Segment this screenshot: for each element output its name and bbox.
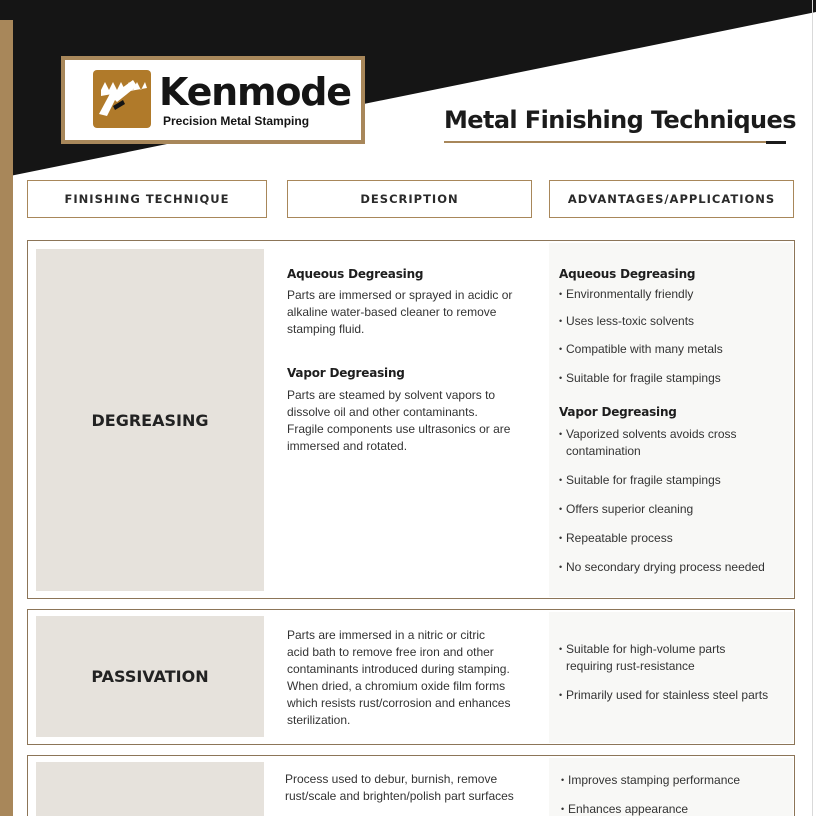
vapor-desc-line: dissolve oil and other contaminants. bbox=[287, 405, 478, 419]
passivation-desc-line: contaminants introduced during stamping. bbox=[287, 662, 510, 676]
advantage-item: • Uses less-toxic solvents bbox=[559, 313, 694, 330]
third-desc-line: Process used to debur, burnish, remove bbox=[285, 772, 498, 786]
aqueous-desc-line: stamping fluid. bbox=[287, 322, 365, 336]
header-finishing-technique: FINISHING TECHNIQUE bbox=[27, 180, 267, 218]
technique-label-passivation: PASSIVATION bbox=[36, 616, 264, 737]
section-degreasing bbox=[27, 240, 795, 599]
vapor-desc-line: Fragile components use ultrasonics or are bbox=[287, 422, 511, 436]
aqueous-desc-line: alkaline water-based cleaner to remove bbox=[287, 305, 497, 319]
third-desc-line: rust/scale and brighten/polish part surfaces bbox=[285, 789, 514, 803]
advantage-item: • Enhances appearance bbox=[561, 801, 688, 816]
header-advantages: ADVANTAGES/APPLICATIONS bbox=[549, 180, 794, 218]
adv-vapor-title: Vapor Degreasing bbox=[559, 405, 677, 419]
title-underline-accent bbox=[766, 141, 786, 144]
advantage-item: • No secondary drying process needed bbox=[559, 559, 765, 576]
vapor-desc-line: Parts are steamed by solvent vapors to bbox=[287, 388, 496, 402]
technique-label-degreasing: DEGREASING bbox=[36, 249, 264, 591]
vapor-desc-line: immersed and rotated. bbox=[287, 439, 408, 453]
advantage-item: • Repeatable process bbox=[559, 530, 673, 547]
advantage-item: • Vaporized solvents avoids cross bbox=[559, 426, 737, 443]
advantage-item: • Improves stamping performance bbox=[561, 772, 740, 789]
advantage-item-continuation: contamination bbox=[566, 444, 641, 458]
technique-label-third bbox=[36, 762, 264, 816]
title-underline bbox=[444, 141, 766, 143]
aqueous-desc-line: Parts are immersed or sprayed in acidic or bbox=[287, 288, 513, 302]
passivation-desc-line: acid bath to remove free iron and other bbox=[287, 645, 494, 659]
left-accent-stripe bbox=[0, 20, 13, 816]
section-passivation bbox=[27, 609, 795, 745]
brand-name: Kenmode bbox=[159, 70, 351, 114]
passivation-desc-line: which resists rust/corrosion and enhances bbox=[287, 696, 511, 710]
aqueous-title: Aqueous Degreasing bbox=[287, 267, 424, 281]
advantage-item: • Suitable for fragile stampings bbox=[559, 370, 721, 387]
advantage-item: • Suitable for fragile stampings bbox=[559, 472, 721, 489]
passivation-desc-line: Parts are immersed in a nitric or citric bbox=[287, 628, 486, 642]
kenmode-logo-icon bbox=[93, 70, 151, 128]
header-description: DESCRIPTION bbox=[287, 180, 532, 218]
section-third bbox=[27, 755, 795, 816]
brand-logo bbox=[61, 56, 365, 144]
passivation-desc-line: When dried, a chromium oxide film forms bbox=[287, 679, 506, 693]
advantage-item: • Primarily used for stainless steel parts bbox=[559, 687, 768, 704]
vapor-title: Vapor Degreasing bbox=[287, 366, 405, 380]
advantage-item: • Compatible with many metals bbox=[559, 341, 723, 358]
advantage-item: • Environmentally friendly bbox=[559, 286, 693, 303]
page-edge-rule bbox=[812, 0, 813, 816]
advantage-item: • Suitable for high-volume parts bbox=[559, 641, 725, 658]
advantage-item-continuation: requiring rust-resistance bbox=[566, 659, 695, 673]
adv-aqueous-title: Aqueous Degreasing bbox=[559, 267, 696, 281]
page-title: Metal Finishing Techniques bbox=[444, 106, 796, 134]
advantages-panel bbox=[549, 612, 793, 743]
advantage-item: • Offers superior cleaning bbox=[559, 501, 693, 518]
passivation-desc-line: sterilization. bbox=[287, 713, 351, 727]
brand-tagline: Precision Metal Stamping bbox=[163, 114, 310, 128]
